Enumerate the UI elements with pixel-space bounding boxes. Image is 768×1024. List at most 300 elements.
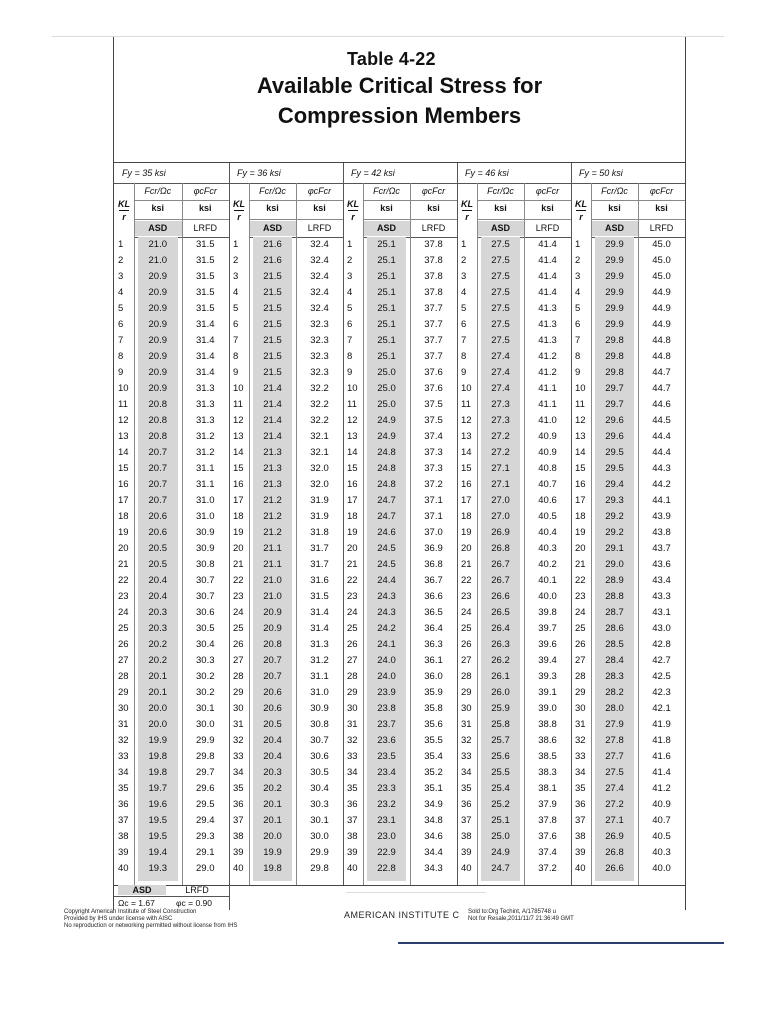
kl-r-value: 10 bbox=[575, 383, 586, 394]
lrfd-value-cell: 31.5 bbox=[196, 239, 215, 250]
kl-r-value: 4 bbox=[347, 287, 353, 298]
kl-r-header bbox=[343, 183, 364, 237]
kl-r-value: 14 bbox=[233, 447, 244, 458]
kl-r-value: 5 bbox=[347, 303, 353, 314]
lrfd-value-cell: 44.9 bbox=[652, 287, 671, 298]
asd-value-cell: 24.9 bbox=[491, 847, 510, 858]
asd-value-cell: 20.5 bbox=[263, 719, 282, 730]
asd-value-cell: 20.1 bbox=[148, 671, 167, 682]
asd-value-cell: 27.2 bbox=[605, 799, 624, 810]
lrfd-method-label: LRFD bbox=[421, 223, 446, 233]
lrfd-value-cell: 44.4 bbox=[652, 447, 671, 458]
asd-symbol: Fcr/Ωc bbox=[601, 186, 628, 196]
fy-group-3 bbox=[457, 163, 572, 885]
lrfd-value-cell: 30.6 bbox=[310, 751, 329, 762]
kl-r-value: 12 bbox=[347, 415, 358, 426]
lrfd-value-cell: 39.8 bbox=[538, 607, 557, 618]
lrfd-unit: ksi bbox=[313, 203, 326, 213]
lrfd-value-cell: 29.8 bbox=[196, 751, 215, 762]
kl-r-value: 33 bbox=[461, 751, 472, 762]
asd-value-cell: 20.7 bbox=[148, 447, 167, 458]
lrfd-value-cell: 32.2 bbox=[310, 399, 329, 410]
asd-value-cell: 25.1 bbox=[491, 815, 510, 826]
lrfd-value-cell: 41.4 bbox=[538, 239, 557, 250]
asd-value-cell: 24.6 bbox=[377, 527, 396, 538]
asd-value-cell: 27.5 bbox=[491, 271, 510, 282]
kl-r-value: 15 bbox=[233, 463, 244, 474]
asd-value-cell: 26.0 bbox=[491, 687, 510, 698]
asd-lrfd-divider bbox=[638, 183, 639, 885]
kl-r-value: 30 bbox=[575, 703, 586, 714]
lrfd-value-cell: 34.9 bbox=[424, 799, 443, 810]
asd-value-cell: 20.6 bbox=[148, 511, 167, 522]
header-divider bbox=[296, 200, 343, 201]
kl-r-value: 40 bbox=[461, 863, 472, 874]
r-label: r bbox=[465, 212, 469, 222]
asd-value-cell: 21.1 bbox=[263, 559, 282, 570]
lrfd-value-cell: 31.2 bbox=[196, 447, 215, 458]
kl-r-value: 21 bbox=[347, 559, 358, 570]
asd-value-cell: 19.8 bbox=[148, 751, 167, 762]
asd-value-cell: 20.2 bbox=[148, 639, 167, 650]
kl-r-value: 30 bbox=[347, 703, 358, 714]
lrfd-value-cell: 40.7 bbox=[538, 479, 557, 490]
kl-r-value: 33 bbox=[575, 751, 586, 762]
kl-r-value: 8 bbox=[575, 351, 581, 362]
lrfd-value-cell: 40.7 bbox=[652, 815, 671, 826]
header-divider bbox=[182, 200, 230, 201]
asd-value-cell: 27.4 bbox=[491, 367, 510, 378]
lrfd-value-cell: 44.4 bbox=[652, 431, 671, 442]
lrfd-value-cell: 42.5 bbox=[652, 671, 671, 682]
asd-value-cell: 29.9 bbox=[605, 319, 624, 330]
kl-label: KL bbox=[575, 199, 587, 209]
kl-r-value: 19 bbox=[233, 527, 244, 538]
kl-r-value: 27 bbox=[118, 655, 129, 666]
lrfd-value-cell: 41.4 bbox=[538, 255, 557, 266]
fy-group-0 bbox=[114, 163, 230, 885]
kl-r-value: 3 bbox=[233, 271, 239, 282]
kl-r-value: 22 bbox=[233, 575, 244, 586]
kl-r-value: 1 bbox=[461, 239, 467, 250]
header-divider bbox=[363, 200, 410, 201]
asd-value-cell: 24.9 bbox=[377, 431, 396, 442]
kl-column-divider bbox=[477, 183, 478, 885]
lrfd-column-header bbox=[524, 183, 571, 238]
fraction-bar bbox=[348, 210, 358, 211]
asd-value-cell: 21.0 bbox=[148, 255, 167, 266]
fy-group-header: Fy = 46 ksi bbox=[457, 163, 571, 184]
lrfd-value-cell: 44.3 bbox=[652, 463, 671, 474]
lrfd-value-cell: 45.0 bbox=[652, 255, 671, 266]
lrfd-value-cell: 37.7 bbox=[424, 351, 443, 362]
table-number: Table 4-22 bbox=[347, 49, 436, 69]
lrfd-value-cell: 35.1 bbox=[424, 783, 443, 794]
kl-r-value: 19 bbox=[575, 527, 586, 538]
r-label: r bbox=[237, 212, 241, 222]
lrfd-method-label: LRFD bbox=[649, 223, 674, 233]
lrfd-value-cell: 30.0 bbox=[196, 719, 215, 730]
lrfd-symbol: φcFcr bbox=[307, 186, 332, 196]
kl-r-value: 10 bbox=[118, 383, 129, 394]
kl-r-value: 6 bbox=[575, 319, 581, 330]
lrfd-symbol: φcFcr bbox=[421, 186, 446, 196]
lrfd-value-cell: 41.1 bbox=[538, 383, 557, 394]
fy-group-4 bbox=[571, 163, 685, 885]
lrfd-symbol: φcFcr bbox=[535, 186, 560, 196]
kl-r-value: 35 bbox=[461, 783, 472, 794]
kl-r-value: 11 bbox=[575, 399, 585, 410]
asd-value-cell: 28.3 bbox=[605, 671, 624, 682]
header-divider bbox=[524, 200, 571, 201]
kl-r-value: 27 bbox=[575, 655, 586, 666]
fy-group-header: Fy = 35 ksi bbox=[114, 163, 229, 184]
lrfd-value-cell: 41.3 bbox=[538, 303, 557, 314]
kl-r-value: 16 bbox=[118, 479, 129, 490]
asd-value-cell: 24.9 bbox=[377, 415, 396, 426]
asd-value-cell: 20.9 bbox=[148, 287, 167, 298]
kl-r-value: 29 bbox=[118, 687, 129, 698]
kl-r-value: 36 bbox=[118, 799, 129, 810]
lrfd-value-cell: 32.3 bbox=[310, 367, 329, 378]
kl-r-value: 20 bbox=[233, 543, 244, 554]
asd-value-cell: 20.9 bbox=[263, 623, 282, 634]
lrfd-value-cell: 32.3 bbox=[310, 335, 329, 346]
lrfd-value-cell: 31.3 bbox=[310, 639, 329, 650]
lrfd-value-cell: 42.1 bbox=[652, 703, 671, 714]
asd-value-cell: 27.5 bbox=[491, 319, 510, 330]
kl-r-value: 12 bbox=[575, 415, 586, 426]
kl-r-value: 4 bbox=[233, 287, 239, 298]
kl-r-value: 36 bbox=[461, 799, 472, 810]
asd-value-cell: 27.7 bbox=[605, 751, 624, 762]
lrfd-value-cell: 42.3 bbox=[652, 687, 671, 698]
lrfd-value-cell: 32.4 bbox=[310, 239, 329, 250]
kl-r-value: 7 bbox=[575, 335, 581, 346]
lrfd-value-cell: 29.3 bbox=[196, 831, 215, 842]
lrfd-value-cell: 31.3 bbox=[196, 383, 215, 394]
lrfd-value-cell: 45.0 bbox=[652, 239, 671, 250]
asd-value-cell: 20.9 bbox=[148, 271, 167, 282]
lrfd-value-cell: 37.6 bbox=[538, 831, 557, 842]
kl-r-value: 2 bbox=[233, 255, 239, 266]
footer-right bbox=[468, 909, 668, 923]
asd-value-cell: 23.1 bbox=[377, 815, 396, 826]
lrfd-value-cell: 29.6 bbox=[196, 783, 215, 794]
asd-value-cell: 20.1 bbox=[263, 799, 282, 810]
lrfd-value-cell: 34.4 bbox=[424, 847, 443, 858]
lrfd-value-cell: 32.2 bbox=[310, 415, 329, 426]
asd-value-cell: 27.4 bbox=[605, 783, 624, 794]
lrfd-column-header bbox=[410, 183, 457, 238]
kl-r-value: 11 bbox=[233, 399, 243, 410]
lrfd-value-cell: 30.2 bbox=[196, 687, 215, 698]
kl-r-value: 35 bbox=[118, 783, 129, 794]
asd-value-cell: 19.9 bbox=[263, 847, 282, 858]
asd-value-cell: 21.5 bbox=[263, 319, 282, 330]
asd-value-cell: 21.0 bbox=[148, 239, 167, 250]
lrfd-value-cell: 32.3 bbox=[310, 351, 329, 362]
asd-value-cell: 21.5 bbox=[263, 367, 282, 378]
asd-value-cell: 25.8 bbox=[491, 719, 510, 730]
lrfd-value-cell: 43.9 bbox=[652, 511, 671, 522]
kl-r-value: 22 bbox=[118, 575, 129, 586]
lrfd-value-cell: 37.5 bbox=[424, 399, 443, 410]
lrfd-value-cell: 34.6 bbox=[424, 831, 443, 842]
kl-r-value: 20 bbox=[461, 543, 472, 554]
asd-value-cell: 20.9 bbox=[263, 607, 282, 618]
kl-r-value: 33 bbox=[118, 751, 129, 762]
kl-r-value: 28 bbox=[233, 671, 244, 682]
header-divider bbox=[524, 219, 571, 220]
asd-method-label: ASD bbox=[477, 221, 524, 236]
asd-value-cell: 23.3 bbox=[377, 783, 396, 794]
asd-value-cell: 29.6 bbox=[605, 415, 624, 426]
asd-value-cell: 20.8 bbox=[148, 399, 167, 410]
kl-r-value: 20 bbox=[118, 543, 129, 554]
asd-value-cell: 25.5 bbox=[491, 767, 510, 778]
kl-r-value: 25 bbox=[118, 623, 129, 634]
kl-r-value: 28 bbox=[575, 671, 586, 682]
lrfd-value-cell: 35.9 bbox=[424, 687, 443, 698]
kl-r-value: 26 bbox=[233, 639, 244, 650]
asd-value-cell: 27.5 bbox=[491, 335, 510, 346]
asd-method-label: ASD bbox=[591, 221, 638, 236]
lrfd-value-cell: 44.5 bbox=[652, 415, 671, 426]
kl-r-value: 17 bbox=[347, 495, 358, 506]
kl-r-value: 21 bbox=[461, 559, 472, 570]
lrfd-symbol: φcFcr bbox=[193, 186, 217, 196]
asd-value-cell: 24.8 bbox=[377, 463, 396, 474]
kl-r-value: 22 bbox=[461, 575, 472, 586]
kl-r-value: 1 bbox=[347, 239, 353, 250]
fy-group-header: Fy = 42 ksi bbox=[343, 163, 457, 184]
lrfd-value-cell: 37.8 bbox=[424, 271, 443, 282]
asd-value-cell: 20.2 bbox=[148, 655, 167, 666]
header-divider bbox=[591, 200, 638, 201]
asd-value-cell: 29.8 bbox=[605, 351, 624, 362]
asd-value-cell: 19.6 bbox=[148, 799, 167, 810]
lrfd-value-cell: 40.0 bbox=[652, 863, 671, 874]
asd-value-cell: 29.0 bbox=[605, 559, 624, 570]
lrfd-value-cell: 39.0 bbox=[538, 703, 557, 714]
lrfd-value-cell: 30.5 bbox=[310, 767, 329, 778]
lrfd-value-cell: 31.3 bbox=[196, 415, 215, 426]
asd-unit: ksi bbox=[380, 203, 393, 213]
asd-value-cell: 21.4 bbox=[263, 415, 282, 426]
asd-value-cell: 26.3 bbox=[491, 639, 510, 650]
lrfd-value-cell: 31.3 bbox=[196, 399, 215, 410]
lrfd-value-cell: 43.1 bbox=[652, 607, 671, 618]
lrfd-value-cell: 31.2 bbox=[196, 431, 215, 442]
asd-value-cell: 20.4 bbox=[148, 591, 167, 602]
kl-r-value: 38 bbox=[575, 831, 586, 842]
header-divider bbox=[249, 219, 296, 220]
lrfd-value-cell: 32.0 bbox=[310, 479, 329, 490]
asd-value-cell: 26.4 bbox=[491, 623, 510, 634]
kl-label: KL bbox=[347, 199, 359, 209]
kl-r-value: 9 bbox=[575, 367, 581, 378]
asd-lrfd-divider bbox=[524, 183, 525, 885]
asd-value-cell: 19.3 bbox=[148, 863, 167, 874]
asd-value-cell: 21.5 bbox=[263, 335, 282, 346]
lrfd-value-cell: 44.8 bbox=[652, 351, 671, 362]
lrfd-value-cell: 37.7 bbox=[424, 319, 443, 330]
kl-r-value: 23 bbox=[233, 591, 244, 602]
asd-value-cell: 26.1 bbox=[491, 671, 510, 682]
lrfd-value-cell: 41.2 bbox=[652, 783, 671, 794]
kl-r-value: 23 bbox=[347, 591, 358, 602]
kl-r-value: 25 bbox=[233, 623, 244, 634]
kl-r-value: 39 bbox=[233, 847, 244, 858]
kl-r-value: 1 bbox=[575, 239, 581, 250]
footer-publisher: AMERICAN INSTITUTE C bbox=[344, 910, 460, 920]
kl-r-value: 28 bbox=[347, 671, 358, 682]
asd-value-cell: 27.5 bbox=[491, 255, 510, 266]
kl-r-value: 34 bbox=[347, 767, 358, 778]
lrfd-value-cell: 38.8 bbox=[538, 719, 557, 730]
fy-group-header: Fy = 36 ksi bbox=[229, 163, 343, 184]
asd-symbol: Fcr/Ωc bbox=[373, 186, 400, 196]
kl-label: KL bbox=[461, 199, 473, 209]
kl-r-value: 27 bbox=[461, 655, 472, 666]
kl-r-value: 9 bbox=[461, 367, 467, 378]
lrfd-value-cell: 29.8 bbox=[310, 863, 329, 874]
asd-value-cell: 20.7 bbox=[148, 495, 167, 506]
asd-value-cell: 21.4 bbox=[263, 383, 282, 394]
lrfd-value-cell: 32.1 bbox=[310, 431, 329, 442]
lrfd-value-cell: 37.4 bbox=[538, 847, 557, 858]
lrfd-value-cell: 31.1 bbox=[196, 463, 215, 474]
asd-value-cell: 20.1 bbox=[263, 815, 282, 826]
kl-r-value: 25 bbox=[461, 623, 472, 634]
asd-value-cell: 20.3 bbox=[148, 607, 167, 618]
asd-value-cell: 25.1 bbox=[377, 319, 396, 330]
kl-r-value: 13 bbox=[347, 431, 358, 442]
kl-r-value: 9 bbox=[347, 367, 353, 378]
lrfd-value-cell: 29.9 bbox=[310, 847, 329, 858]
kl-r-value: 12 bbox=[461, 415, 472, 426]
lrfd-value-cell: 45.0 bbox=[652, 271, 671, 282]
kl-r-value: 35 bbox=[575, 783, 586, 794]
lrfd-value-cell: 37.8 bbox=[424, 287, 443, 298]
asd-value-cell: 24.8 bbox=[377, 447, 396, 458]
kl-r-value: 17 bbox=[118, 495, 129, 506]
asd-value-cell: 26.7 bbox=[491, 559, 510, 570]
lrfd-unit: ksi bbox=[541, 203, 554, 213]
asd-value-cell: 29.9 bbox=[605, 271, 624, 282]
asd-value-cell: 21.3 bbox=[263, 463, 282, 474]
lrfd-value-cell: 32.3 bbox=[310, 319, 329, 330]
footer-resale: Not for Resale,2011/11/7 21:36:49 GMT bbox=[468, 916, 574, 922]
fraction-bar bbox=[119, 210, 129, 211]
kl-r-value: 8 bbox=[461, 351, 467, 362]
lrfd-value-cell: 32.2 bbox=[310, 383, 329, 394]
asd-value-cell: 25.1 bbox=[377, 239, 396, 250]
kl-r-value: 18 bbox=[575, 511, 586, 522]
lrfd-value-cell: 32.0 bbox=[310, 463, 329, 474]
asd-value-cell: 25.1 bbox=[377, 351, 396, 362]
asd-value-cell: 23.4 bbox=[377, 767, 396, 778]
asd-value-cell: 21.5 bbox=[263, 303, 282, 314]
header-divider bbox=[249, 200, 296, 201]
asd-unit: ksi bbox=[151, 203, 164, 213]
lrfd-value-cell: 40.0 bbox=[538, 591, 557, 602]
kl-r-value: 13 bbox=[461, 431, 472, 442]
asd-value-cell: 24.3 bbox=[377, 607, 396, 618]
header-divider bbox=[410, 200, 457, 201]
lrfd-column-header bbox=[182, 183, 230, 238]
kl-r-value: 13 bbox=[575, 431, 586, 442]
kl-r-value: 33 bbox=[347, 751, 358, 762]
asd-value-cell: 27.5 bbox=[605, 767, 624, 778]
asd-column-header bbox=[591, 183, 639, 238]
asd-value-cell: 20.0 bbox=[148, 719, 167, 730]
r-label: r bbox=[579, 212, 583, 222]
lrfd-value-cell: 37.8 bbox=[424, 255, 443, 266]
lrfd-value-cell: 31.7 bbox=[310, 543, 329, 554]
lrfd-value-cell: 29.0 bbox=[196, 863, 215, 874]
asd-value-cell: 27.5 bbox=[491, 239, 510, 250]
lrfd-value-cell: 39.4 bbox=[538, 655, 557, 666]
kl-r-value: 26 bbox=[575, 639, 586, 650]
footer-license: Sold to:Org Techint, A/1785748 u bbox=[468, 909, 556, 915]
lrfd-value-cell: 31.4 bbox=[196, 319, 215, 330]
kl-r-value: 15 bbox=[461, 463, 472, 474]
asd-value-cell: 27.8 bbox=[605, 735, 624, 746]
kl-r-value: 39 bbox=[461, 847, 472, 858]
kl-r-value: 2 bbox=[347, 255, 353, 266]
lrfd-value-cell: 40.9 bbox=[538, 431, 557, 442]
lrfd-value-cell: 38.1 bbox=[538, 783, 557, 794]
kl-r-value: 38 bbox=[461, 831, 472, 842]
lrfd-value-cell: 39.7 bbox=[538, 623, 557, 634]
lrfd-value-cell: 37.6 bbox=[424, 367, 443, 378]
lrfd-value-cell: 37.0 bbox=[424, 527, 443, 538]
kl-r-value: 8 bbox=[347, 351, 353, 362]
kl-r-value: 34 bbox=[118, 767, 129, 778]
r-label: r bbox=[122, 212, 126, 222]
kl-r-value: 29 bbox=[347, 687, 358, 698]
kl-r-header bbox=[457, 183, 478, 237]
lrfd-value-cell: 39.1 bbox=[538, 687, 557, 698]
lrfd-value-cell: 42.7 bbox=[652, 655, 671, 666]
asd-value-cell: 27.9 bbox=[605, 719, 624, 730]
asd-value-cell: 28.8 bbox=[605, 591, 624, 602]
asd-value-cell: 24.3 bbox=[377, 591, 396, 602]
kl-r-value: 24 bbox=[233, 607, 244, 618]
lrfd-value-cell: 40.3 bbox=[538, 543, 557, 554]
asd-value-cell: 26.2 bbox=[491, 655, 510, 666]
kl-r-value: 36 bbox=[233, 799, 244, 810]
footer-left bbox=[64, 909, 304, 930]
asd-method-label: ASD bbox=[363, 221, 410, 236]
lrfd-value-cell: 41.3 bbox=[538, 319, 557, 330]
kl-column-divider bbox=[134, 183, 135, 885]
kl-r-value: 36 bbox=[575, 799, 586, 810]
kl-r-value: 26 bbox=[118, 639, 129, 650]
asd-value-cell: 21.4 bbox=[263, 399, 282, 410]
asd-value-cell: 24.1 bbox=[377, 639, 396, 650]
critical-stress-table bbox=[114, 162, 685, 886]
phi-value: φc = 0.90 bbox=[176, 898, 212, 908]
asd-value-cell: 25.7 bbox=[491, 735, 510, 746]
asd-value-cell: 25.0 bbox=[377, 383, 396, 394]
asd-value-cell: 19.5 bbox=[148, 815, 167, 826]
lrfd-value-cell: 31.9 bbox=[310, 511, 329, 522]
asd-value-cell: 19.7 bbox=[148, 783, 167, 794]
asd-value-cell: 29.8 bbox=[605, 367, 624, 378]
